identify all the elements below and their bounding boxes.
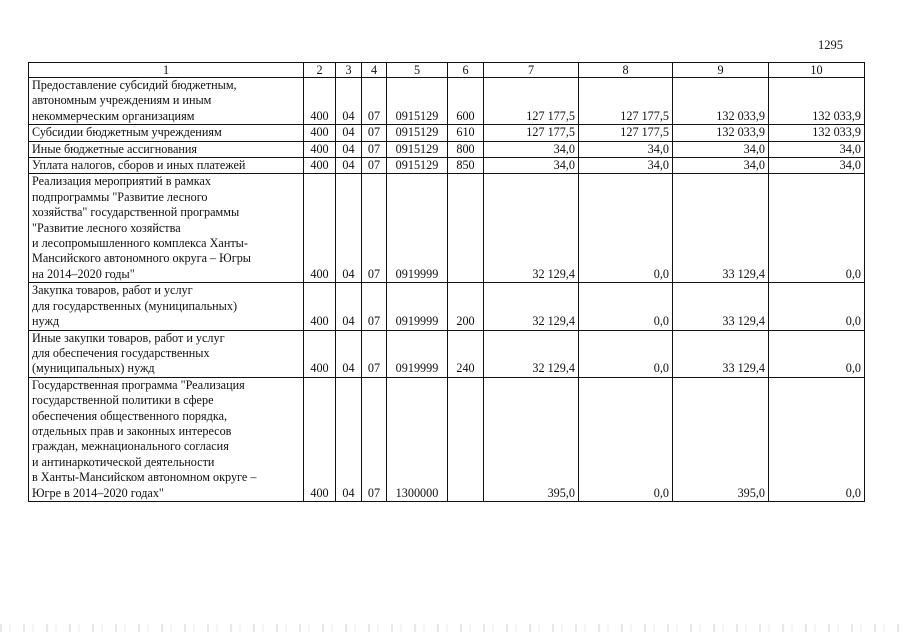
row-name: Реализация мероприятий в рамках подпрограммы "Развитие лесного хозяйства" государственной программы "Развитие лесного хозяйства и лесопромышленного комплекса Ханты- Мансийского автономного округа – Югры на 2014–2020 годы"	[29, 174, 304, 283]
cell-amount: 0,0	[579, 174, 673, 283]
cell-code-admin: 400	[304, 174, 336, 283]
header-cell: 4	[362, 63, 387, 78]
row-name: Уплата налогов, сборов и иных платежей	[29, 158, 304, 174]
header-cell: 9	[673, 63, 769, 78]
header-cell: 7	[484, 63, 579, 78]
cell-amount: 32 129,4	[484, 174, 579, 283]
row-name: Иные закупки товаров, работ и услуг для обеспечения государственных (муниципальных) нужд	[29, 330, 304, 377]
table-row	[29, 78, 865, 125]
cell-code-section: 04	[336, 330, 362, 377]
row-name: Закупка товаров, работ и услуг для государственных (муниципальных) нужд	[29, 283, 304, 330]
row-name: Иные бюджетные ассигнования	[29, 141, 304, 157]
cell-amount: 0,0	[769, 377, 865, 501]
cell-code-section: 04	[336, 377, 362, 501]
cell-amount: 0,0	[579, 283, 673, 330]
table-row	[29, 377, 865, 501]
row-name: Государственная программа "Реализация государственной политики в сфере обеспечения общественного порядка, отдельных прав и законных интересов граждан, межнационального согласия и антинаркотической деятельности в Ханты-Мансийском автономном округе – Югре в 2014–2020 годах"	[29, 377, 304, 501]
cell-amount: 0,0	[769, 330, 865, 377]
table-row	[29, 283, 865, 330]
cell-amount: 34,0	[673, 158, 769, 174]
cell-code-target: 0915129	[387, 158, 448, 174]
cell-code-section: 04	[336, 174, 362, 283]
budget-table	[28, 62, 865, 502]
header-cell: 2	[304, 63, 336, 78]
header-cell: 10	[769, 63, 865, 78]
cell-amount: 127 177,5	[484, 78, 579, 125]
header-cell: 1	[29, 63, 304, 78]
cell-amount: 395,0	[484, 377, 579, 501]
cell-amount: 132 033,9	[769, 125, 865, 141]
table-row	[29, 174, 865, 283]
cell-amount: 132 033,9	[673, 78, 769, 125]
cell-amount: 34,0	[579, 158, 673, 174]
cell-code-admin: 400	[304, 125, 336, 141]
cell-code-admin: 400	[304, 141, 336, 157]
table-row	[29, 330, 865, 377]
cell-code-target: 0919999	[387, 330, 448, 377]
header-cell: 5	[387, 63, 448, 78]
row-name: Предоставление субсидий бюджетным, автономным учреждениям и иным некоммерческим организациям	[29, 78, 304, 125]
table-row	[29, 125, 865, 141]
cell-code-target: 0915129	[387, 78, 448, 125]
cell-amount: 0,0	[579, 377, 673, 501]
cell-code-admin: 400	[304, 78, 336, 125]
cell-amount: 32 129,4	[484, 283, 579, 330]
cell-code-expense-type: 850	[448, 158, 484, 174]
header-row	[29, 63, 865, 78]
cell-code-section: 04	[336, 283, 362, 330]
cell-amount: 34,0	[769, 141, 865, 157]
cell-code-target: 0919999	[387, 283, 448, 330]
cell-amount: 32 129,4	[484, 330, 579, 377]
cell-code-section: 04	[336, 78, 362, 125]
cell-amount: 0,0	[579, 330, 673, 377]
page-number: 1295	[818, 38, 843, 52]
cell-amount: 34,0	[769, 158, 865, 174]
header-cell: 3	[336, 63, 362, 78]
cell-code-admin: 400	[304, 377, 336, 501]
cell-amount: 34,0	[673, 141, 769, 157]
table-row	[29, 158, 865, 174]
cell-code-target: 1300000	[387, 377, 448, 501]
cell-code-target: 0915129	[387, 125, 448, 141]
cell-code-subsection: 07	[362, 330, 387, 377]
cell-amount: 127 177,5	[484, 125, 579, 141]
cell-code-subsection: 07	[362, 283, 387, 330]
cell-amount: 34,0	[484, 141, 579, 157]
cell-code-subsection: 07	[362, 158, 387, 174]
cell-code-section: 04	[336, 141, 362, 157]
cell-code-subsection: 07	[362, 78, 387, 125]
cell-code-subsection: 07	[362, 377, 387, 501]
cell-code-subsection: 07	[362, 141, 387, 157]
row-name: Субсидии бюджетным учреждениям	[29, 125, 304, 141]
cell-amount: 33 129,4	[673, 330, 769, 377]
cell-code-section: 04	[336, 125, 362, 141]
cell-code-target: 0915129	[387, 141, 448, 157]
cell-code-expense-type: 610	[448, 125, 484, 141]
cell-amount: 0,0	[769, 283, 865, 330]
cell-code-expense-type	[448, 174, 484, 283]
scan-artifact-strip	[0, 624, 905, 632]
cell-code-admin: 400	[304, 330, 336, 377]
cell-amount: 127 177,5	[579, 125, 673, 141]
header-cell: 6	[448, 63, 484, 78]
cell-amount: 132 033,9	[673, 125, 769, 141]
header-cell: 8	[579, 63, 673, 78]
cell-code-subsection: 07	[362, 125, 387, 141]
cell-amount: 33 129,4	[673, 174, 769, 283]
cell-amount: 132 033,9	[769, 78, 865, 125]
cell-amount: 33 129,4	[673, 283, 769, 330]
cell-code-admin: 400	[304, 158, 336, 174]
cell-code-expense-type: 800	[448, 141, 484, 157]
cell-code-expense-type: 600	[448, 78, 484, 125]
cell-code-expense-type: 200	[448, 283, 484, 330]
cell-amount: 0,0	[769, 174, 865, 283]
cell-amount: 395,0	[673, 377, 769, 501]
table-row	[29, 141, 865, 157]
cell-code-section: 04	[336, 158, 362, 174]
cell-amount: 34,0	[579, 141, 673, 157]
cell-code-target: 0919999	[387, 174, 448, 283]
table-body	[29, 78, 865, 502]
cell-amount: 34,0	[484, 158, 579, 174]
cell-code-admin: 400	[304, 283, 336, 330]
cell-code-expense-type: 240	[448, 330, 484, 377]
cell-code-expense-type	[448, 377, 484, 501]
cell-amount: 127 177,5	[579, 78, 673, 125]
cell-code-subsection: 07	[362, 174, 387, 283]
